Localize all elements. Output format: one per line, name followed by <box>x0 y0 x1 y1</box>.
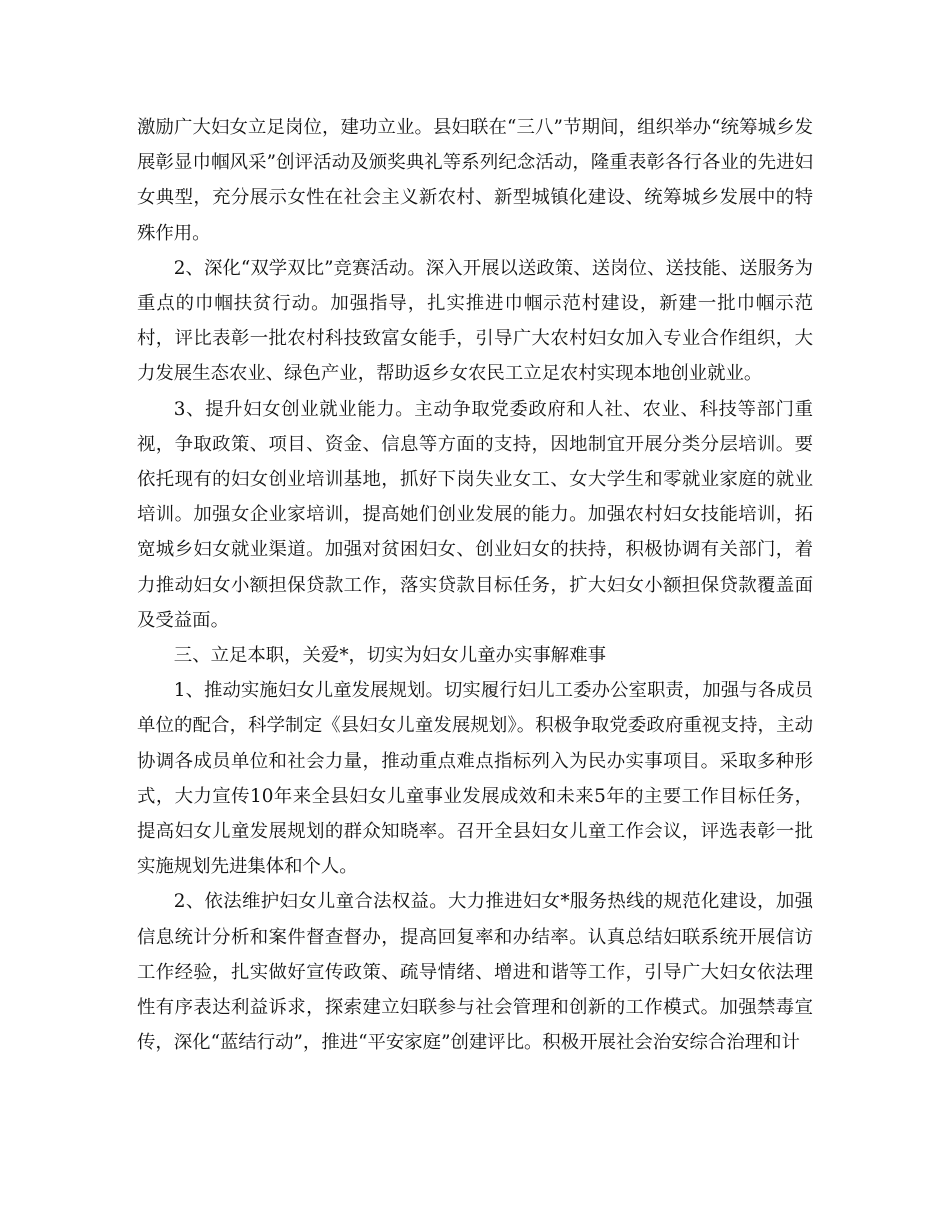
paragraph-employment-ability: 3、提升妇女创业就业能力。主动争取党委政府和人社、农业、科技等部门重视，争取政策、项目、资金、信息等方面的支持，因地制宜开展分类分层培训。要依托现有的妇女创业培训基地，抓好下岗失业女工、女大学生和零就业家庭的就业培训。加强女企业家培训，提高她们创业发展的能力。加强农村妇女技能培训，拓宽城乡妇女就业渠道。加强对贫困妇女、创业妇女的扶持，积极协调有关部门，着力推动妇女小额担保贷款工作，落实贷款目标任务，扩大妇女小额担保贷款覆盖面及受益面。 <box>137 398 813 631</box>
paragraph-double-learning: 2、深化“双学双比”竞赛活动。深入开展以送政策、送岗位、送技能、送服务为重点的巾帼扶贫行动。加强指导，扎实推进巾帼示范村建设，新建一批巾帼示范村，评比表彰一批农村科技致富女能手，引导广大农村妇女加入专业合作组织，大力发展生态农业、绿色产业，帮助返乡女农民工立足农村实现本地创业就业。 <box>137 257 813 385</box>
paragraph-rights-protection: 2、依法维护妇女儿童合法权益。大力推进妇女*服务热线的规范化建设，加强信息统计分析和案件督查督办，提高回复率和办结率。认真总结妇联系统开展信访工作经验，扎实做好宣传政策、疏导情绪、增进和谐等工作，引导广大妇女依法理性有序表达利益诉求，探索建立妇联参与社会管理和创新的工作模式。加强禁毒宣传，深化“蓝结行动”，推进“平安家庭”创建评比。积极开展社会治安综合治理和计 <box>137 891 813 1054</box>
paragraph-continuation: 激励广大妇女立足岗位，建功立业。县妇联在“三八”节期间，组织举办“统筹城乡发展彰显巾帼风采”创评活动及颁奖典礼等系列纪念活动，隆重表彰各行各业的先进妇女典型，充分展示女性在社会主义新农村、新型城镇化建设、统筹城乡发展中的特殊作用。 <box>137 117 813 244</box>
section-heading-three: 三、立足本职，关爱*，切实为妇女儿童办实事解难事 <box>173 645 606 667</box>
document-body <box>137 110 813 1060</box>
paragraph-development-plan: 1、推动实施妇女儿童发展规划。切实履行妇儿工委办公室职责，加强与各成员单位的配合，科学制定《县妇女儿童发展规划》。积极争取党委政府重视支持，主动协调各成员单位和社会力量，推动重点难点指标列入为民办实事项目。采取多种形式，大力宣传10年来全县妇女儿童事业发展成效和未来5年的主要工作目标任务，提高妇女儿童发展规划的群众知晓率。召开全县妇女儿童工作会议，评选表彰一批实施规划先进集体和个人。 <box>137 680 813 878</box>
